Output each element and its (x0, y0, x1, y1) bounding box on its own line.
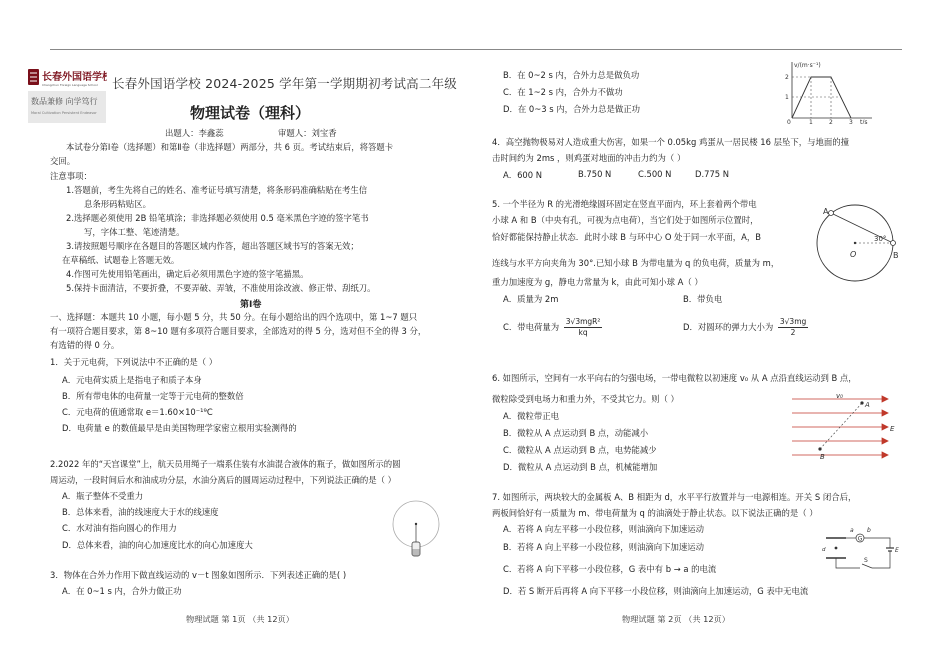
logo-motto: 数品兼修 向学笃行 (31, 97, 98, 106)
q5-option-d-label: D．对圆环的弹力大小为 (683, 322, 774, 332)
note-4: 4.作图可先使用铅笔画出，确定后必须用黑色字迹的签字笔描黑。 (66, 269, 309, 279)
q4-option-a: A．600 N (503, 170, 543, 180)
q4-stem-2: 击时间约为 2ms ，则鸡蛋对地面的冲击力约为（ ） (492, 153, 686, 163)
q3-ylabel: v/(m·s⁻¹) (794, 62, 821, 69)
q7-label-s: S (864, 557, 868, 564)
q7-label-b: b (867, 527, 871, 534)
q7-oil-drop (835, 547, 838, 550)
q2-option-c: C．水对油有指向圆心的作用力 (62, 523, 177, 533)
q7-label-g: G (857, 535, 863, 543)
intro-line-1: 本试卷分第Ⅰ卷（选择题）和第Ⅱ卷（非选择题）两部分，共 6 页。考试结束后，将答题卡 (66, 142, 394, 152)
q5-option-c-den: kq (578, 328, 588, 337)
school-emblem-icon (27, 67, 107, 124)
part1-heading: 第Ⅰ卷 (240, 300, 262, 310)
q5-angle-label: 30° (874, 235, 887, 243)
q5-figure (814, 198, 900, 284)
q6-figure (790, 393, 898, 465)
q7-label-d: d (822, 547, 826, 553)
q3-stem: 3．物体在合外力作用下做直线运动的 v－t 图象如图所示．下列表述正确的是( ) (50, 570, 347, 580)
q6-point-b (818, 447, 821, 450)
footer-page-2: 物理试题 第 2页 （共 12页） (622, 614, 730, 624)
q3-xlabel: t/s (860, 119, 868, 124)
q4-option-d: D.775 N (695, 169, 730, 179)
q3-option-b: B．在 0~2 s 内，合外力总是做负功 (503, 70, 640, 80)
q7-stem-2: 两板间恰好有一质量为 m、带电荷量为 q 的油滴处于静止状态。以下说法正确的是（ ） (492, 508, 818, 518)
note-2a: 2.选择题必须使用 2B 铅笔填涂；非选择题必须使用 0.5 毫米黑色字迹的签字笔书 (66, 213, 369, 223)
q5-stem-1: 5. 一个半径为 R 的光滑绝缘圆环固定在竖直平面内，环上套着两个带电 (492, 199, 757, 209)
q1-option-d: D．电荷量 e 的数值最早是由美国物理学家密立根用实验测得的 (62, 423, 297, 433)
q5-stem-3: 恰好都能保持静止状态．此时小球 B 与环中心 O 处于同一水平面，A，B (492, 232, 761, 242)
q2-option-a: A．瓶子整体不受重力 (62, 491, 144, 501)
q5-option-b: B．带负电 (683, 294, 723, 304)
q3-xtick-2: 2 (829, 119, 833, 124)
note-1a: 1.答题前，考生先将自己的姓名、准考证号填写清楚，将条形码准确粘贴在考生信 (66, 185, 368, 195)
q5-label-b: B (893, 251, 899, 260)
q7-switch (862, 564, 872, 568)
q6-label-e: E (890, 425, 895, 433)
top-rule (50, 49, 902, 50)
q5-ball-b (891, 241, 896, 246)
q4-option-b: B.750 N (578, 169, 612, 179)
q3-velocity-line (792, 77, 851, 118)
q7-option-a: A．若将 A 向左平移一小段位移，则油滴向下加速运动 (503, 524, 705, 534)
section-line-3: 有选错的得 0 分。 (50, 340, 120, 350)
q3-vt-graph (780, 58, 880, 124)
q7-stem-1: 7. 如图所示，两块较大的金属板 A、B 相距为 d，水平平行放置并与一电源相连。开关 S 闭合后， (492, 492, 857, 502)
q6-label-b: B (820, 453, 825, 461)
q6-stem-1: 6. 如图所示，空间有一水平向右的匀强电场，一带电微粒以初速度 v₀ 从 A 点沿直线运动到 B 点， (492, 373, 857, 383)
notes-title: 注意事项： (50, 171, 92, 181)
q6-label-a: A (865, 401, 870, 409)
note-1b: 息条形码粘贴区。 (84, 199, 151, 209)
q5-stem-5: 重力加速度为 g，静电力常量为 k，由此可知小球 A（ ） (492, 277, 703, 287)
q2-option-b: B．总体来看，油的线速度大于水的线速度 (62, 507, 219, 517)
q6-option-c: C．微粒从 A 点运动到 B 点，电势能减少 (503, 445, 657, 455)
q5-option-c-fraction (564, 317, 603, 338)
q3-xtick-3: 3 (849, 119, 853, 124)
q5-ball-a (829, 211, 834, 216)
q3-option-c: C．在 1~2 s 内，合外力不做功 (503, 87, 623, 97)
q3-ytick-1: 1 (785, 94, 789, 101)
footer-page-1: 物理试题 第 1页 （共 12页） (186, 614, 294, 624)
section-line-1: 一、选择题：本题共 10 小题，每小题 5 分，共 50 分。在每小题给出的四个选项中，第 1~7 题只 (50, 312, 418, 322)
q1-stem: 1．关于元电荷，下列说法中不正确的是（ ） (50, 357, 218, 367)
q5-stem-2: 小球 A 和 B（中央有孔，可视为点电荷），当它们处于如图所示位置时， (492, 215, 759, 225)
q2-stem-2: 周运动，一段时间后水和油成功分层，水油分离后的圆周运动过程中，下列说法正确的是（ ） (50, 475, 397, 485)
q7-label-e: E (895, 547, 899, 554)
logo-motto-en: Moral Cultivation Persistent Endeavor (31, 111, 97, 115)
q2-option-d: D．总体来看，油的向心加速度比水的向心加速度大 (62, 540, 253, 550)
q6-option-b: B．微粒从 A 点运动到 B 点，动能减小 (503, 428, 649, 438)
q5-center-o (854, 242, 856, 244)
q5-option-c-label: C．带电荷量为 (503, 322, 560, 332)
q1-option-a: A．元电荷实质上是指电子和质子本身 (62, 375, 202, 385)
q5-option-a: A．质量为 2m (503, 294, 559, 304)
q5-option-d-fraction (778, 317, 808, 338)
q2-figure (392, 492, 440, 564)
q3-xtick-0: 0 (787, 119, 791, 124)
intro-line-2: 交回。 (50, 156, 76, 166)
q1-option-c: C．元电荷的值通常取 e＝1.60×10⁻¹⁹C (62, 407, 213, 417)
exam-title: 长春外国语学校 2024-2025 学年第一学期期初考试高二年级 (112, 76, 457, 91)
note-3b: 在草稿纸、试题卷上答题无效。 (62, 255, 180, 265)
logo-school-name: 长春外国语学校 (42, 72, 107, 83)
q2-stem-1: 2.2022 年的“天宫课堂”上，航天员用绳子一端系住装有水油混合液体的瓶子，做如图所示的圆 (50, 459, 401, 469)
q6-stem-2: 微粒除受到电场力和重力外，不受其它力。则（ ） (492, 394, 679, 404)
q5-option-c (503, 317, 604, 338)
q5-stem-4: 连线与水平方向夹角为 30°.已知小球 B 为带电量为 q 的负电荷，质量为 m， (492, 258, 780, 268)
q1-option-b: B．所有带电体的电荷量一定等于元电荷的整数倍 (62, 391, 244, 401)
q3-option-a: A．在 0~1 s 内，合外力做正功 (62, 586, 182, 596)
q2-water (413, 549, 420, 556)
setter: 出题人：李鑫蕊 (165, 128, 224, 138)
q3-option-d: D．在 0~3 s 内，合外力总是做正功 (503, 104, 640, 114)
q3-xtick-1: 1 (809, 119, 813, 124)
q7-figure (812, 520, 902, 576)
note-5: 5.保持卡面清洁，不要折叠，不要弄破、弄皱，不准使用涂改液、修正带、刮纸刀。 (66, 283, 376, 293)
q7-option-d: D．若 S 断开后再将 A 向下平移一小段位移，则油滴向上加速运动，G 表中无电流 (503, 586, 809, 596)
note-3a: 3.请按照题号顺序在各题目的答题区域内作答，超出答题区域书写的答案无效； (66, 241, 359, 251)
q5-option-c-num: 3√3mgR² (565, 317, 601, 326)
q5-label-a: A (823, 207, 829, 216)
q4-stem-1: 4．高空抛物极易对人造成重大伤害，如果一个 0.05kg 鸡蛋从一居民楼 16 层坠下，与地面的撞 (492, 137, 849, 147)
q6-option-a: A．微粒带正电 (503, 411, 559, 421)
q6-v0-label: v₀ (836, 393, 843, 400)
q6-point-a (860, 401, 863, 404)
q7-option-b: B．若将 A 向上平移一小段位移，则油滴向下加速运动 (503, 542, 705, 552)
logo-school-en: Changchun Foreign Language School (42, 83, 98, 87)
note-2b: 写，字体工整、笔迹清楚。 (84, 227, 185, 237)
q5-option-d-den: 2 (790, 328, 796, 337)
q6-option-d: D．微粒从 A 点运动到 B 点，机械能增加 (503, 462, 658, 472)
q7-option-c: C．若将 A 向下平移一小段位移，G 表中有 b → a 的电流 (503, 564, 717, 574)
q4-option-c: C.500 N (638, 169, 672, 179)
q7-label-a: a (850, 527, 854, 534)
section-line-2: 有一项符合题目要求，第 8~10 题有多项符合题目要求，全部选对的得 5 分，选对但不全的得 3 分， (50, 326, 427, 336)
q5-label-o: O (850, 250, 857, 259)
reviewer: 审题人：刘宝香 (278, 128, 337, 138)
q5-option-d (683, 317, 810, 338)
q6-path (820, 403, 862, 449)
q3-ytick-2: 2 (785, 74, 789, 81)
school-logo (27, 67, 107, 124)
q5-option-d-num: 3√3mg (779, 317, 807, 326)
subject-title: 物理试卷（理科） (190, 104, 311, 122)
